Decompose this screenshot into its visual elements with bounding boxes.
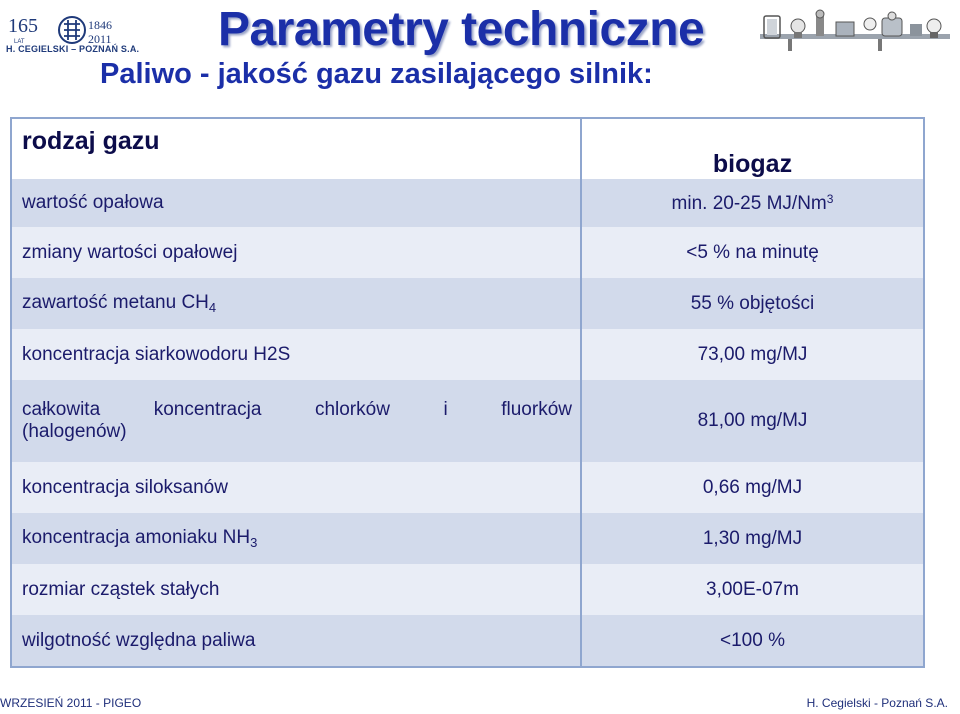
gas-train-illustration <box>758 8 954 56</box>
row-value: 3,00E-07m <box>581 564 924 615</box>
footer-date: WRZESIEŃ 2011 - PIGEO <box>0 696 142 710</box>
table-row <box>11 564 924 615</box>
row-value: 73,00 mg/MJ <box>581 329 924 380</box>
fuel-parameters-table <box>10 117 925 668</box>
row-label: zawartość metanu $CH_4$ <box>11 278 581 329</box>
table-row <box>11 380 924 462</box>
row-value: <5 % na minutę <box>581 227 924 278</box>
footer-company: H. Cegielski - Poznań S.A. <box>806 696 948 710</box>
table-row <box>11 462 924 513</box>
logo-lat: LAT <box>14 39 25 45</box>
table-row <box>11 179 924 227</box>
row-label: koncentracja amoniaku $NH_3$ <box>11 513 581 564</box>
table-row <box>11 513 924 564</box>
page-title: Parametry techniczne <box>218 3 705 56</box>
page-subtitle: Paliwo - jakość gazu zasilającego silnik: <box>100 58 653 90</box>
row-label: zmiany wartości opałowej <box>11 227 581 278</box>
table-row <box>11 615 924 667</box>
logo-caption: H. CEGIELSKI – POZNAŃ S.A. <box>6 44 140 54</box>
logo-years: 165 <box>8 15 38 37</box>
row-label: wartość opałowa <box>11 179 581 227</box>
table-row <box>11 278 924 329</box>
row-label: koncentracja siloksanów <box>11 462 581 513</box>
row-label: całkowita koncentracja chlorków i fluorków (halogenów) <box>11 380 581 462</box>
table-row <box>11 227 924 278</box>
logo-year-start: 1846 <box>88 18 112 32</box>
header-gas-type: rodzaj gazu <box>11 118 581 179</box>
row-label: koncentracja siarkowodoru H2S <box>11 329 581 380</box>
table-row <box>11 329 924 380</box>
table-header-row <box>11 118 924 179</box>
header-biogas: biogaz <box>581 118 924 179</box>
row-label: wilgotność względna paliwa <box>11 615 581 667</box>
logo-year-end: 2011 <box>88 32 112 46</box>
row-value: 1,30 mg/MJ <box>581 513 924 564</box>
row-value: min. 20-25 MJ/Nm$^3$ <box>581 179 924 227</box>
row-label: rozmiar cząstek stałych <box>11 564 581 615</box>
row-value: 0,66 mg/MJ <box>581 462 924 513</box>
row-value: <100 % <box>581 615 924 667</box>
row-value: 55 % objętości <box>581 278 924 329</box>
row-value: 81,00 mg/MJ <box>581 380 924 462</box>
